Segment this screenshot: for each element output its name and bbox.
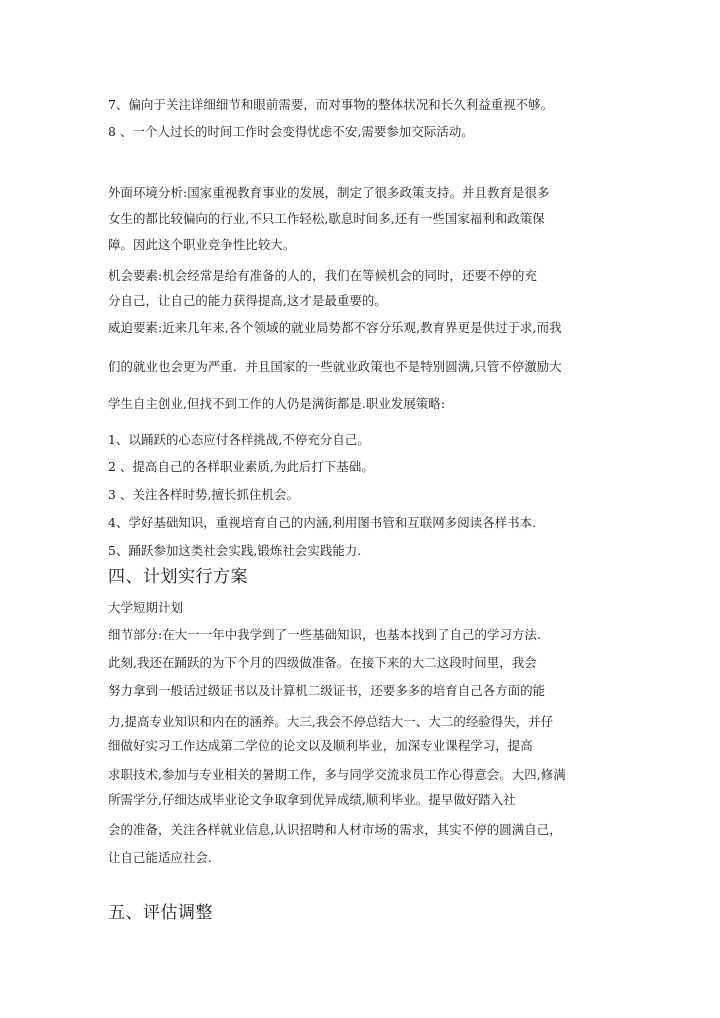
text-line: 让自己能适应社会. xyxy=(108,850,212,865)
list-item: 5、踊跃参加这类社会实践,锻炼社会实践能力. xyxy=(108,543,362,558)
section-heading: 五、评估调整 xyxy=(108,903,213,923)
text-line: 们的就业也会更为严重．并且国家的一些就业政策也不是特别圆满,只管不停激励大 xyxy=(108,359,562,374)
text-line: 此刻,我还在踊跃的为下个月的四级做准备。在接下来的大二这段时间里，我会 xyxy=(108,655,537,670)
text-line: 学生自主创业,但找不到工作的人仍是满街都是.职业发展策略: xyxy=(108,396,446,411)
text-line: 女生的都比较偏向的行业,不只工作轻松,歇息时间多,还有一些国家福利和政策保 xyxy=(108,211,545,226)
text-line: 威迫要素:近来几年来,各个领域的就业局势都不容分乐观,教育界更是供过于求,而我 xyxy=(108,320,562,335)
text-line: 求职技术,参加与专业相关的暑期工作，多与同学交流求员工作心得意会。大四,修满 xyxy=(108,767,566,782)
text-line: 机会要素:机会经常是给有准备的人的，我们在等候机会的同时，还要不停的充 xyxy=(108,268,537,283)
text-line: 8 、一个人过长的时间工作时会变得忧虑不安,需要参加交际活动。 xyxy=(108,124,474,139)
text-line: 7、偏向于关注详细细节和眼前需要，而对事物的整体状况和长久利益重视不够。 xyxy=(108,97,554,112)
list-item: 2 、提高自己的各样职业素质,为此后打下基础。 xyxy=(108,459,374,474)
text-line: 努力拿到一般话过级证书以及计算机二级证书，还要多多的培育自己各方面的能 xyxy=(108,683,546,698)
list-item: 3 、关注各样时势,擅长抓住机会。 xyxy=(108,487,299,502)
text-line: 所需学分,仔细达成毕业论文争取拿到优异成绩,顺利毕业。提早做好踏入社 xyxy=(108,792,516,807)
subheading: 大学短期计划 xyxy=(108,600,183,615)
text-line: 外面环境分析:国家重视教育事业的发展，制定了很多政策支持。并且教育是很多 xyxy=(108,185,550,200)
text-line: 会的准备，关注各样就业信息,认识招聘和人材市场的需求，其实不停的圆满自己， xyxy=(108,822,562,837)
list-item: 1、以踊跃的心态应付各样挑战,不停充分自己。 xyxy=(108,432,370,447)
text-line: 细节部分:在大一一年中我学到了一些基础知识，也基本找到了自己的学习方法. xyxy=(108,627,541,642)
text-line: 障。因此这个职业竞争性比较大。 xyxy=(108,237,296,252)
text-line: 分自己，让自己的能力获得提高,这才是最重要的。 xyxy=(108,293,387,308)
text-line: 细做好实习工作达成第二学位的论文以及顺利毕业，加深专业课程学习，提高 xyxy=(108,738,533,753)
text-line: 力,提高专业知识和内在的涵养。大三,我会不停总结大一、大二的经验得失，并仔 xyxy=(108,714,554,729)
section-heading: 四、计划实行方案 xyxy=(108,567,248,587)
list-item: 4、学好基础知识，重视培育自己的内涵,利用图书管和互联网多阅读各样书本. xyxy=(108,515,537,530)
